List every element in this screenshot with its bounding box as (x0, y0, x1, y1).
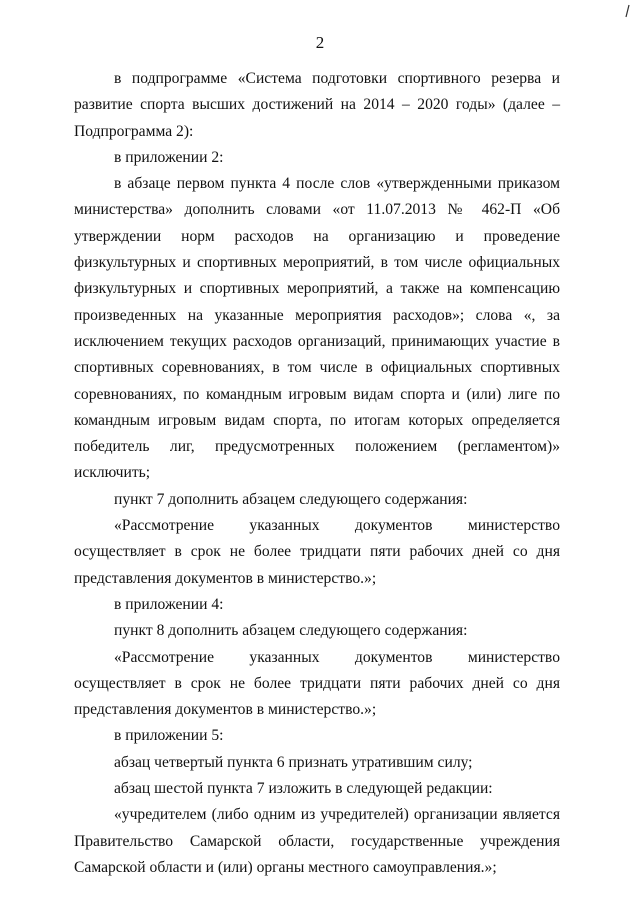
paragraph: в подпрограмме «Система подготовки спортивного резерва и развитие спорта высших достижений на 2014 – 2020 годы» (далее – Подпрограмма 2): (74, 70, 560, 140)
paragraph: в приложении 2: (114, 148, 224, 166)
paragraph: абзац четвертый пункта 6 признать утратившим силу; (114, 753, 473, 771)
paragraph: «Рассмотрение указанных документов министерство осуществляет в срок не более тридцати пяти рабочих дней со дня представления документов в министерство.»; (74, 648, 560, 719)
paragraph: «учредителем (либо одним из учредителей) организации является Правительство Самарской области, государственные учреждения Самарской области и (или) органы местного самоуправления.»; (74, 806, 560, 876)
paragraph: в абзаце первом пункта 4 после слов «утвержденными приказом министерства» дополнить словами «от 11.07.2013 № 462-П «Об утверждении норм расходов на организацию и проведение физкультурных и спортивных мероприятий, в том числе официальных физкультурных и спортивных мероприятий, а также на компенсацию произведенных на указанные мероприятия расходов»; слова «, за исключением текущих расходов организаций, принимающих участие в спортивных соревнованиях, в том числе в официальных спортивных соревнованиях, по командным игровым видам спорта и (или) лиге по командным игровым видам спорта, по итогам которых определяется победитель лиг, предусмотренных положением (регламентом)» исключить; (74, 175, 560, 482)
paragraph: в приложении 4: (114, 595, 224, 613)
page-number: 2 (315, 33, 325, 52)
paragraph: пункт 7 дополнить абзацем следующего содержания: (114, 490, 468, 508)
paragraph: абзац шестой пункта 7 изложить в следующей редакции: (114, 780, 493, 798)
scan-mark (624, 4, 630, 18)
paragraph: в приложении 5: (114, 727, 224, 745)
paragraph: пункт 8 дополнить абзацем следующего содержания: (114, 622, 468, 640)
document-body (74, 66, 560, 881)
paragraph: «Рассмотрение указанных документов министерство осуществляет в срок не более тридцати пяти рабочих дней со дня представления документов в министерство.»; (74, 517, 560, 587)
